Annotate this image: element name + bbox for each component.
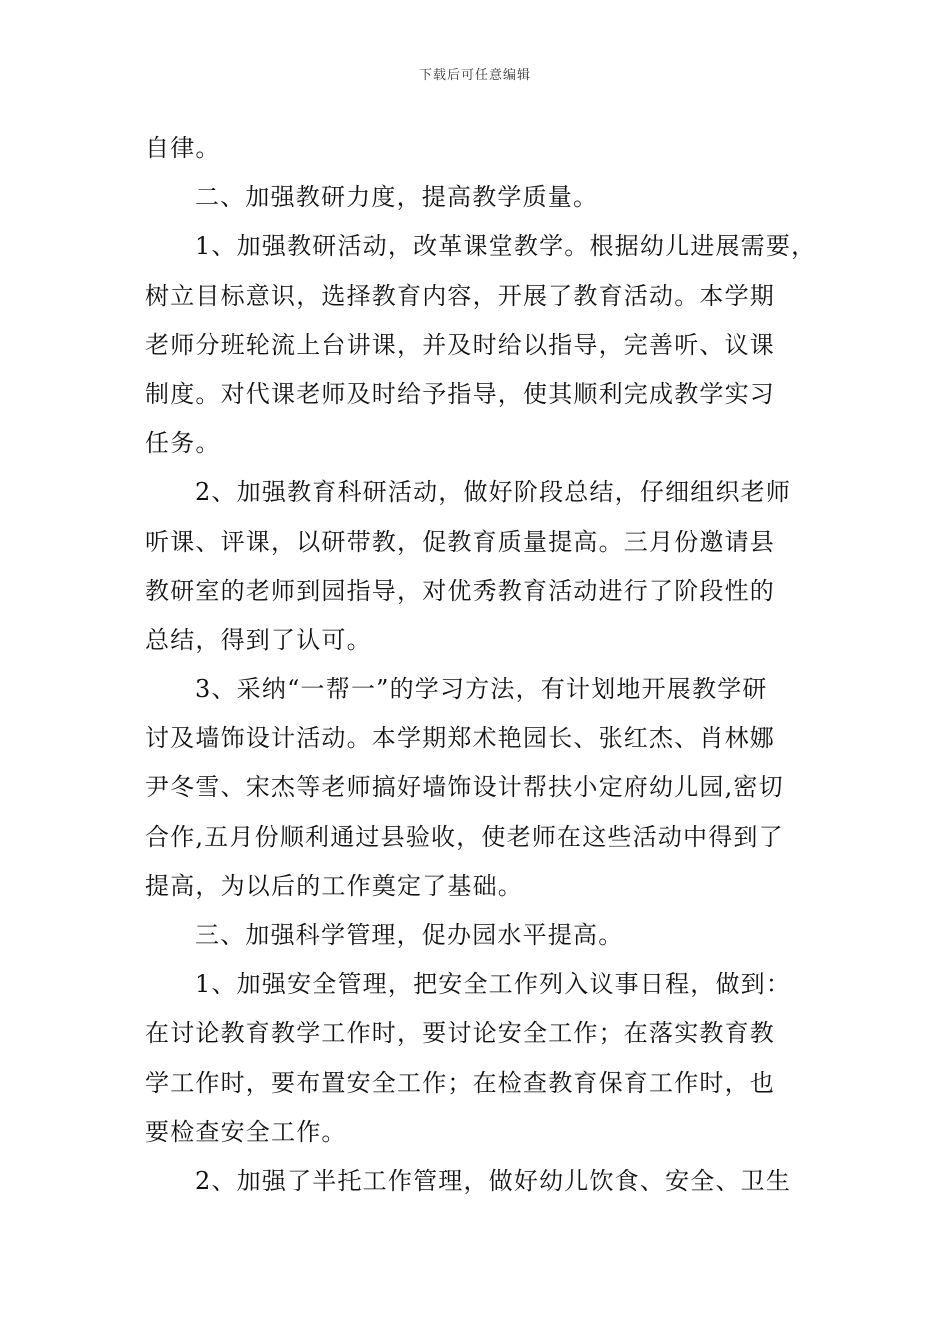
text-line: 树立目标意识，选择教育内容，开展了教育活动。本学期 [145, 281, 775, 310]
text-line: 1、加强安全管理，把安全工作列入议事日程，做到： [195, 970, 792, 999]
page-header: 下载后可任意编辑 [418, 68, 531, 83]
text-line: 要检查安全工作。 [145, 1117, 347, 1146]
text-line: 讨及墙饰设计活动。本学期郑术艳园长、张红杰、肖林娜 [145, 724, 775, 753]
document-body [145, 124, 817, 1206]
text-line: 2、加强了半托工作管理，做好幼儿饮食、安全、卫生 [195, 1166, 792, 1195]
text-line: 尹冬雪、宋杰等老师搞好墙饰设计帮扶小定府幼儿园,密切 [145, 773, 784, 802]
text-line: 合作,五月份顺利通过县验收，使老师在这些活动中得到了 [145, 822, 784, 851]
text-line: 3、采纳“一帮一”的学习方法，有计划地开展教学研 [195, 675, 768, 704]
text-line: 任务。 [145, 429, 221, 458]
text-line: 提高，为以后的工作奠定了基础。 [145, 871, 523, 900]
text-line: 在讨论教育教学工作时，要讨论安全工作；在落实教育教 [145, 1019, 775, 1048]
text-line: 学工作时，要布置安全工作；在检查教育保育工作时，也 [145, 1068, 775, 1097]
text-line: 老师分班轮流上台讲课，并及时给以指导，完善听、议课 [145, 330, 775, 359]
text-line: 2、加强教育科研活动，做好阶段总结，仔细组织老师 [195, 478, 792, 507]
text-line: 教研室的老师到园指导，对优秀教育活动进行了阶段性的 [145, 576, 775, 605]
text-line: 制度。对代课老师及时给予指导，使其顺利完成教学实习 [145, 379, 775, 408]
section-heading: 二、加强教研力度，提高教学质量。 [195, 183, 599, 212]
section-heading: 三、加强科学管理，促办园水平提高。 [195, 921, 624, 949]
text-line: 自律。 [145, 134, 221, 162]
text-line: 总结，得到了认可。 [145, 625, 372, 654]
text-line: 听课、评课，以研带教，促教育质量提高。三月份邀请县 [145, 527, 775, 556]
text-line: 1、加强教研活动，改革课堂教学。根据幼儿进展需要， [195, 232, 817, 261]
